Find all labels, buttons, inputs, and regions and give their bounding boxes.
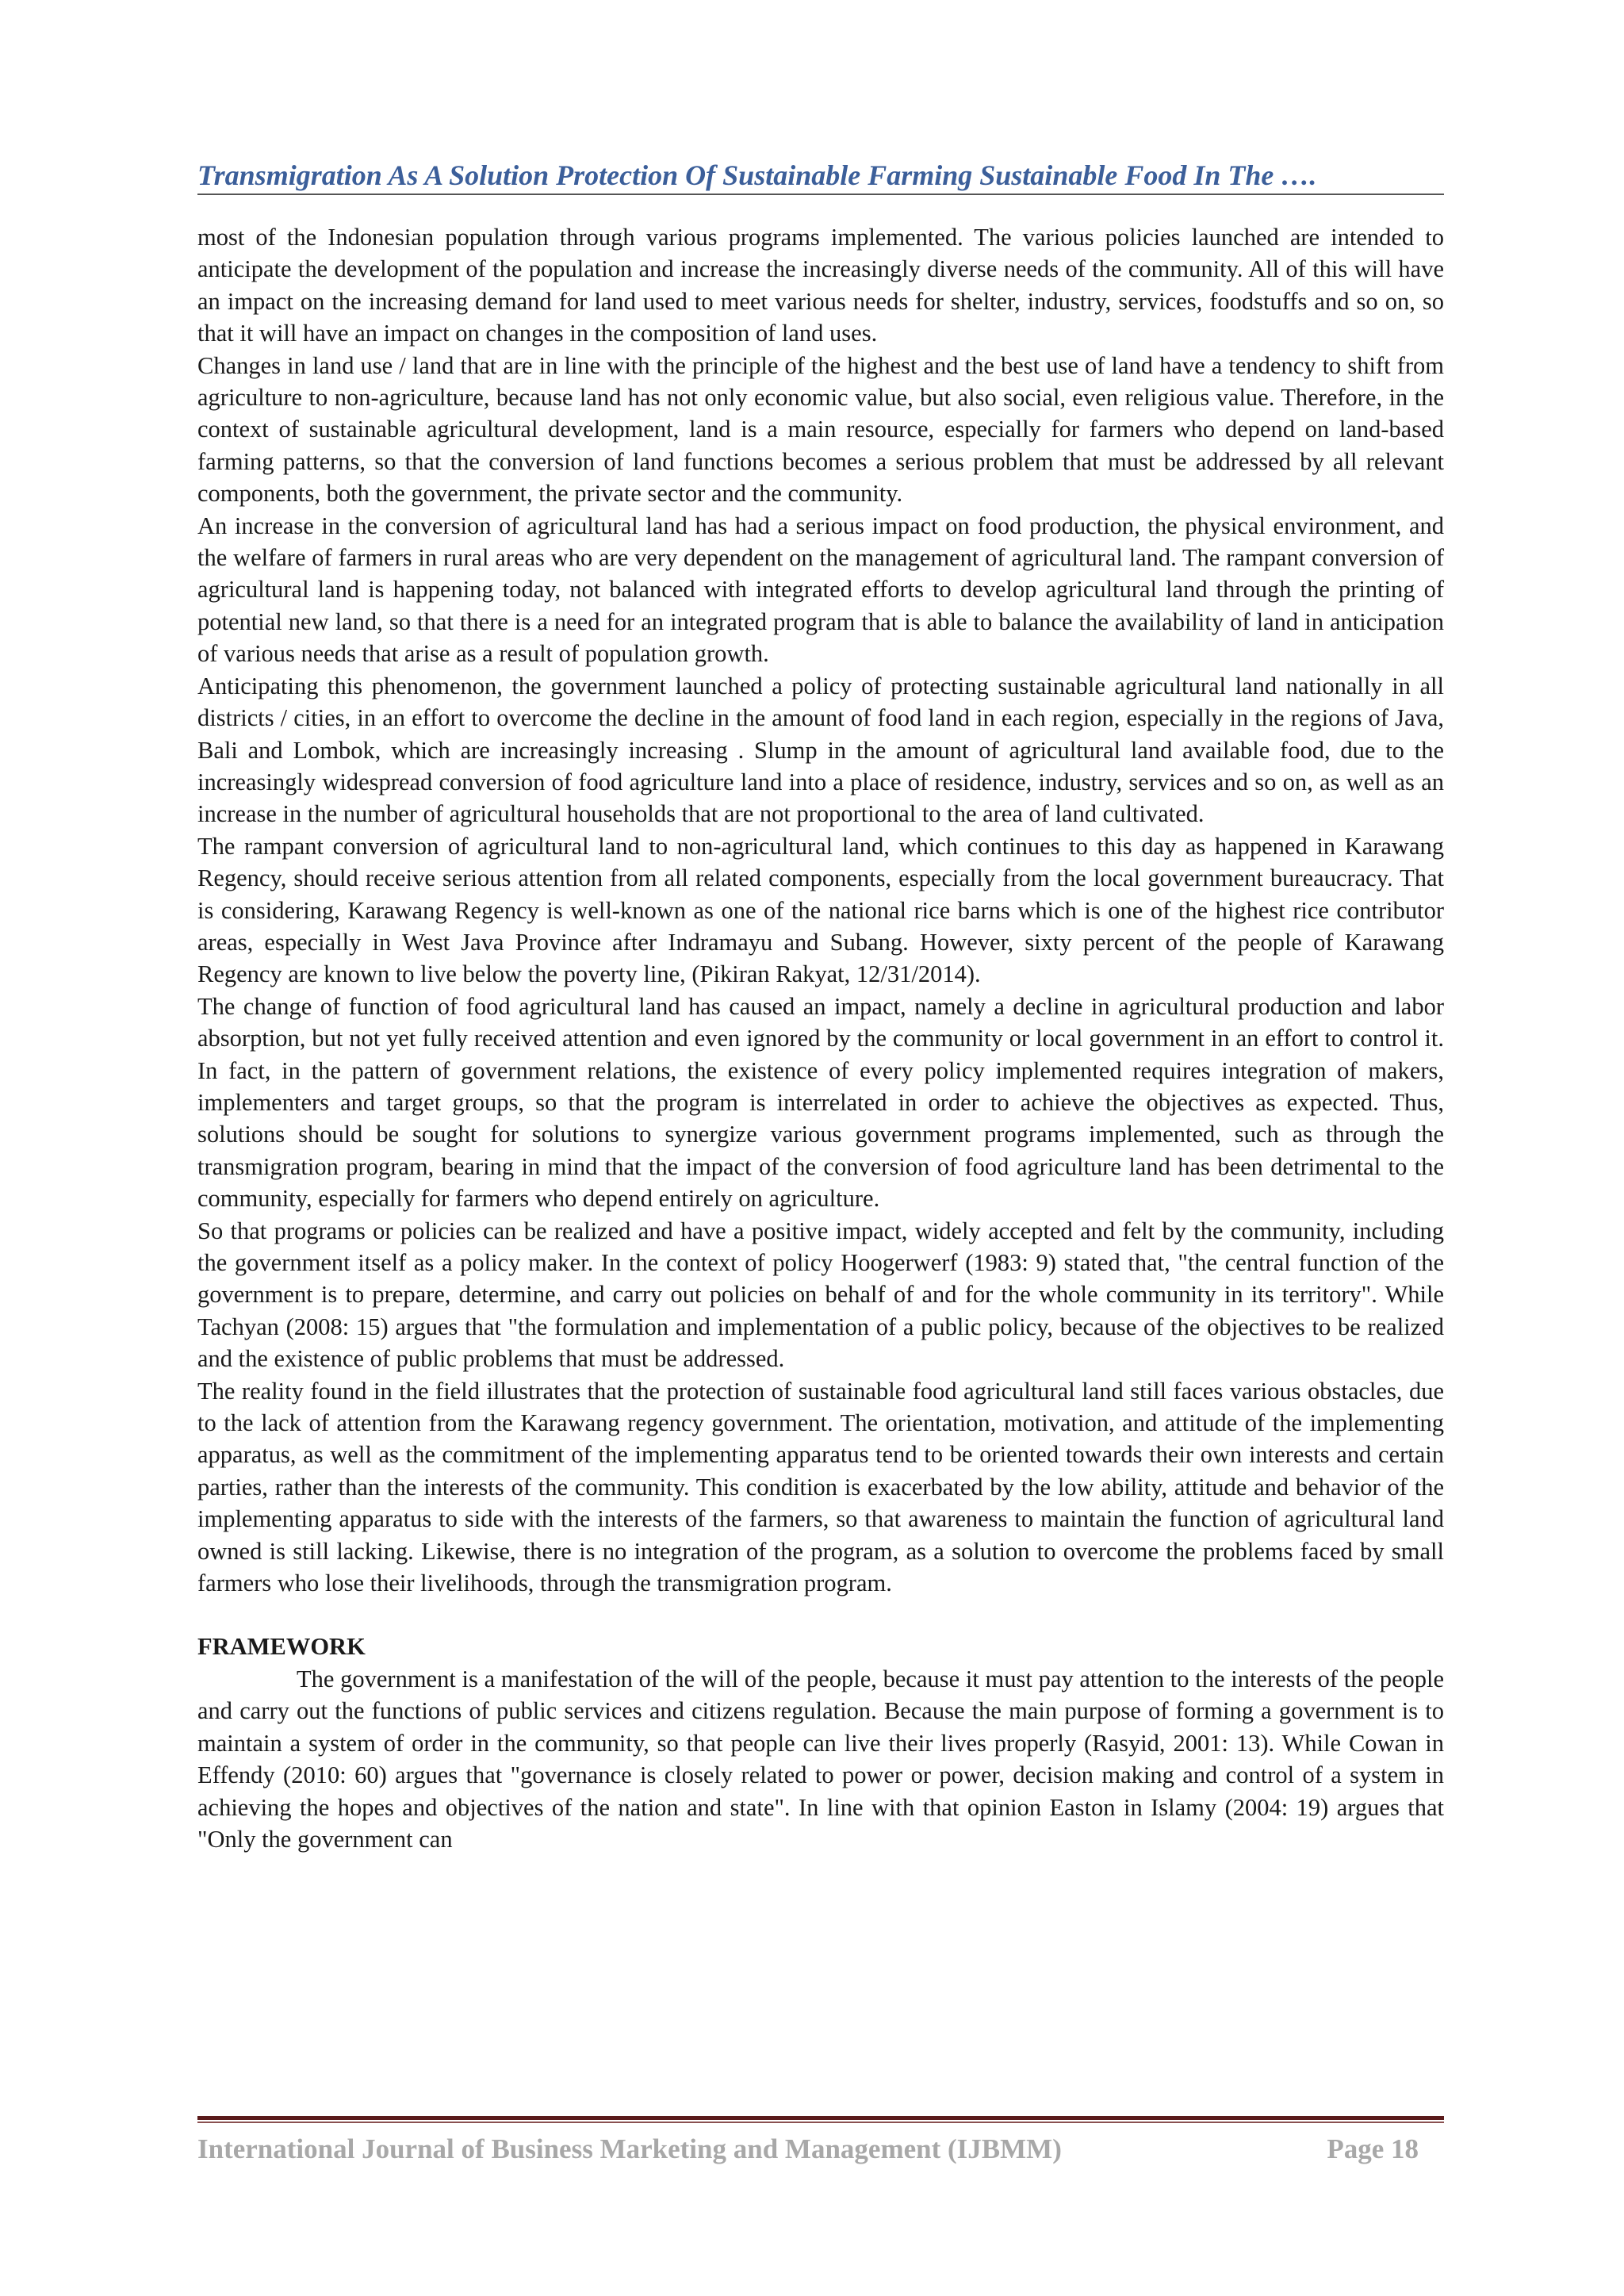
running-header-title: Transmigration As A Solution Protection Of Sustainable Farming Sustainable Food In The …. — [197, 159, 1317, 191]
footer-divider-thin — [197, 2122, 1444, 2123]
body-paragraph: Changes in land use / land that are in line with the principle of the highest and the best use of land have a tendency to shift from agriculture to non-agriculture, because land has not only economic value, but also social, even religious value. Therefore, in the context of sustainable agricultural development, land is a main resource, especially for farmers who depend on land-based farming patterns, so that the conversion of land functions becomes a serious problem that must be addressed by all relevant components, both the government, the private sector and the community. — [197, 351, 1444, 508]
body-paragraph: So that programs or policies can be realized and have a positive impact, widely accepted and felt by the community, including the government itself as a policy maker. In the context of policy Hoogerwerf (1983: 9) stated that, "the central function of the government is to prepare, determine, and carry out policies on behalf of and for the whole community in its territory". While Tachyan (2008: 15) argues that "the formulation and implementation of a public policy, because of the objectives to be realized and the existence of public problems that must be addressed. — [197, 1217, 1444, 1373]
footer-divider — [197, 2116, 1444, 2120]
footer-journal-name: International Journal of Business Marketing and Management (IJBMM) — [197, 2133, 1062, 2164]
framework-paragraph: The government is a manifestation of the will of the people, because it must pay attention to the interests of the people and carry out the functions of public services and citizens regulation. Because the main purpose of forming a government is to maintain a system of order in the community, so that people can live their lives properly (Rasyid, 2001: 13). While Cowan in Effendy (2010: 60) argues that "governance is closely related to power or power, decision making and control of a system in achieving the hopes and objectives of the nation and state". In line with that opinion Easton in Islamy (2004: 19) argues that "Only the government can — [197, 1665, 1444, 1853]
body-paragraph: An increase in the conversion of agricultural land has had a serious impact on food production, the physical environment, and the welfare of farmers in rural areas who are very dependent on the management of agricultural land. The rampant conversion of agricultural land is happening today, not balanced with integrated efforts to develop agricultural land through the printing of potential new land, so that there is a need for an integrated program that is able to balance the availability of land in anticipation of various needs that arise as a result of population growth. — [197, 512, 1444, 668]
header-divider — [197, 194, 1444, 195]
footer-page-number: Page 18 — [1327, 2133, 1419, 2164]
article-body — [197, 221, 1444, 1855]
body-paragraph: The change of function of food agricultural land has caused an impact, namely a decline in agricultural production and labor absorption, but not yet fully received attention and even ignored by the community or local government in an effort to control it. In fact, in the pattern of government relations, the existence of every policy implemented requires integration of makers, implementers and target groups, so that the program is interrelated in order to achieve the objectives as expected. Thus, solutions should be sought for solutions to synergize various government programs implemented, such as through the transmigration program, bearing in mind that the impact of the conversion of food agriculture land has been detrimental to the community, especially for farmers who depend entirely on agriculture. — [197, 992, 1444, 1213]
section-heading-framework: FRAMEWORK — [197, 1633, 366, 1661]
body-paragraph: Anticipating this phenomenon, the government launched a policy of protecting sustainable agricultural land nationally in all districts / cities, in an effort to overcome the decline in the amount of food land in each region, especially in the regions of Java, Bali and Lombok, which are increasingly increasing . Slump in the amount of agricultural land available food, due to the increasingly widespread conversion of food agriculture land into a place of residence, industry, services and so on, as well as an increase in the number of agricultural households that are not proportional to the area of land cultivated. — [197, 672, 1444, 828]
body-paragraph: The reality found in the field illustrates that the protection of sustainable food agricultural land still faces various obstacles, due to the lack of attention from the Karawang regency government. The orientation, motivation, and attitude of the implementing apparatus, as well as the commitment of the implementing apparatus tend to be oriented towards their own interests and certain parties, rather than the interests of the community. This condition is exacerbated by the low ability, attitude and behavior of the implementing apparatus to side with the interests of the farmers, so that awareness to maintain the function of agricultural land owned is still lacking. Likewise, there is no integration of the program, as a solution to overcome the problems faced by small farmers who lose their livelihoods, through the transmigration program. — [197, 1377, 1444, 1597]
body-paragraph: The rampant conversion of agricultural land to non-agricultural land, which continues to this day as happened in Karawang Regency, should receive serious attention from all related components, especially from the local government bureaucracy. That is considering, Karawang Regency is well-known as one of the national rice barns which is one of the highest rice contributor areas, especially in West Java Province after Indramayu and Subang. However, sixty percent of the people of Karawang Regency are known to live below the poverty line, (Pikiran Rakyat, 12/31/2014). — [197, 832, 1444, 988]
body-paragraph: most of the Indonesian population through various programs implemented. The various policies launched are intended to anticipate the development of the population and increase the increasingly diverse needs of the community. All of this will have an impact on the increasing demand for land used to meet various needs for shelter, industry, services, foodstuffs and so on, so that it will have an impact on changes in the composition of land uses. — [197, 224, 1444, 347]
